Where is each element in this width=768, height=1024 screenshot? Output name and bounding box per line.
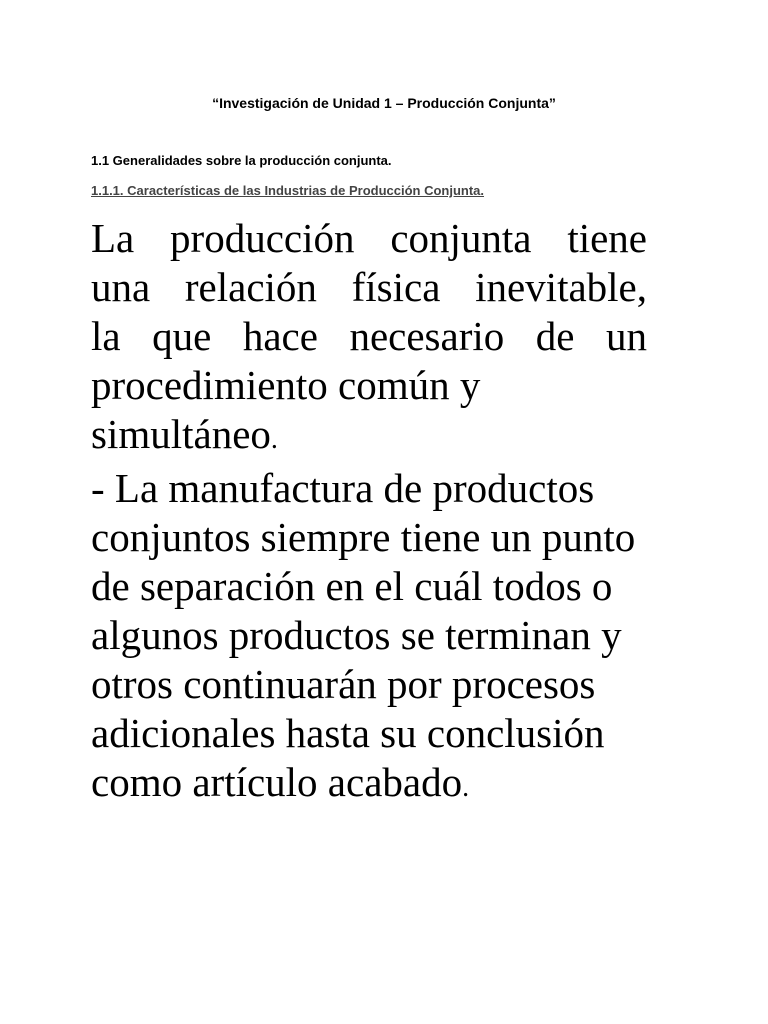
paragraph-line: - La manufactura de productos — [91, 465, 595, 511]
paragraph-end-mark: . — [462, 772, 470, 803]
section-heading: 1.1 Generalidades sobre la producción conjunta. — [91, 153, 392, 168]
paragraph-line: como artículo acabado — [91, 759, 463, 805]
paragraph-line: adicionales hasta su conclusión — [91, 710, 605, 756]
paragraph-1 — [91, 214, 647, 464]
paragraph-2 — [91, 464, 647, 812]
paragraph-last-line — [91, 758, 647, 812]
paragraph-line: de separación en el cuál todos o — [91, 563, 613, 609]
paragraph-end-mark: . — [270, 424, 278, 455]
paragraph-line: la que hace necesario de un — [91, 313, 647, 359]
paragraph-line: simultáneo — [91, 411, 271, 457]
subsection-heading: 1.1.1. Características de las Industrias de Producción Conjunta. — [91, 183, 485, 198]
paragraph-line: procedimiento común y — [91, 362, 481, 408]
paragraph-line: una relación física inevitable, — [91, 264, 647, 310]
document-title: “Investigación de Unidad 1 – Producción Conjunta” — [212, 95, 556, 111]
body-text — [91, 214, 647, 812]
paragraph-line: otros continuarán por procesos — [91, 661, 596, 707]
paragraph-line: algunos productos se terminan y — [91, 612, 622, 658]
paragraph-line: conjuntos siempre tiene un punto — [91, 514, 636, 560]
paragraph-line: La producción conjunta tiene — [91, 215, 647, 261]
paragraph-last-line — [91, 410, 647, 464]
